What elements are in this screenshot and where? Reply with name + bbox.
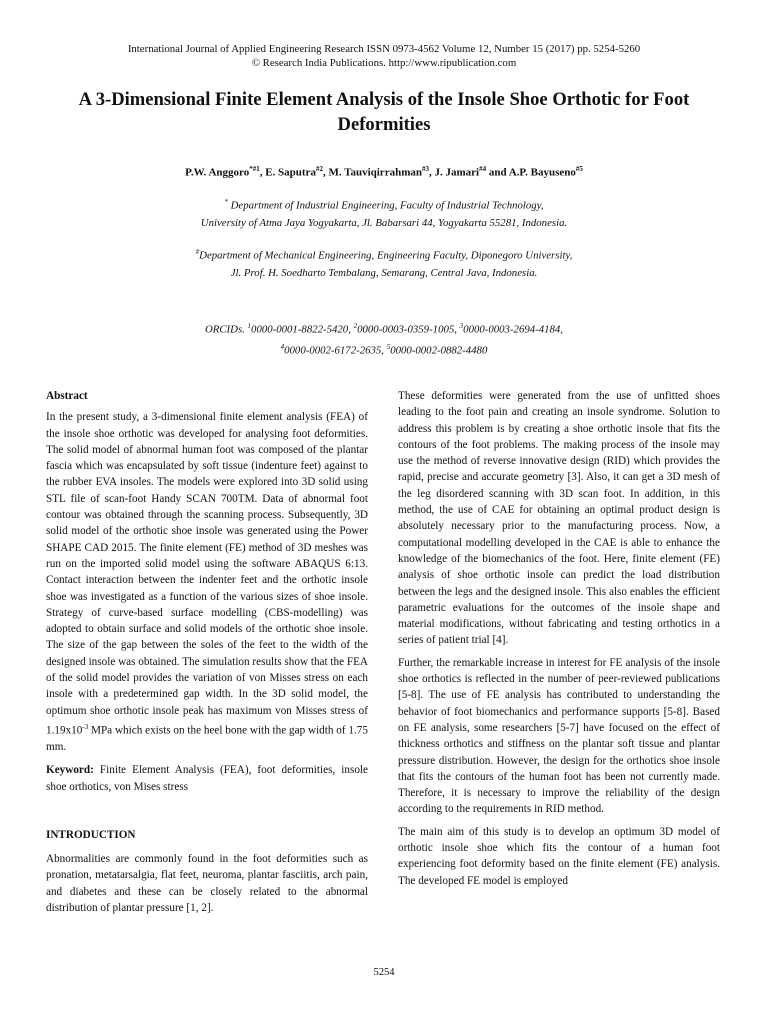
- journal-header-line2: © Research India Publications. http://www.ripublication.com: [251, 57, 517, 69]
- author-name: M. Tauviqirrahman: [328, 166, 422, 179]
- left-column: [46, 388, 368, 922]
- orcid-num: 2: [353, 322, 358, 330]
- orcid-num: 4: [280, 342, 285, 351]
- intro-paragraph-2: These deformities were generated from the use of unfitted shoes leading to the foot pain and creating an insole syndrome. Solution to address this problem is by creating a shoe orthotic insole that fits the contours of the foot problems. The making process of the insole may use the method of reverse innovative design (RID) which provides the rapid, precise and accurate geometry [3]. Also, it can get a 3D mesh of the leg disordered scanning with 3D scan foot. In addition, in this method, the use of CAE for obtaining an optimal product design is absolutely necessary prior to the manufacturing process. Now, a computational modelling developed in the CAE is able to enhance the knowledge of the biomechanics of the foot. Here, finite element (FE) analysis of shoe orthotic insole can predict the load distribution between the legs and the designed insole. This also enables the efficient parametric evaluations for the outcomes of the insole shape and material modifications, without fabricating and testing orthotics in a series of patient trial [4].: [398, 390, 720, 647]
- orcid-line1: [0, 318, 768, 339]
- affiliation-2-mark: #: [195, 248, 200, 256]
- orcid-block: [0, 318, 768, 359]
- orcid-id: 0000-0003-2694-4184,: [463, 323, 564, 336]
- affiliation-2: [0, 244, 768, 282]
- affiliation-1-mark: *: [224, 198, 228, 206]
- orcid-prefix: ORCIDs.: [204, 323, 248, 336]
- abstract-text: [46, 409, 368, 755]
- orcid-id: 0000-0002-0882-4480: [390, 344, 488, 357]
- page-number: 5254: [373, 967, 395, 978]
- intro-paragraph-4: The main aim of this study is to develop an optimum 3D model of orthotic insole shoe which fits the contour of a human foot experiencing foot deformity based on the finite element (FE) analysis. The developed FE model is employed: [398, 825, 720, 887]
- keywords: [46, 762, 368, 795]
- affiliation-1-line2: University of Atma Jaya Yogyakarta, Jl. Babarsari 44, Yogyakarta 55281, Indonesia.: [200, 216, 568, 229]
- abstract-text-part: In the present study, a 3-dimensional finite element analysis (FEA) of the insole shoe orthotic was developed for analysing foot deformities. The solid model of abnormal human foot was composed of the plantar fascia which was encapsulated by soft tissue (indenture feet) against to the rubber EVA insoles. The models were explored into 3D solid using STL file of scan-foot Handy SCAN 700TM. Data of abnormal foot contour was obtained through the scanning process. Subsequently, 3D solid model of the orthotic shoe insole was generated using the Power SHAPE CAD 2015. The finite element (FE) method of 3D meshes was run on the imported solid model using the software ABAQUS 6:13. Contact interaction between the indenter feet and the orthotic insole shoe was investigated as a function of the various sizes of shoe insole. Strategy of curve-based surface modelling (CBS-modelling) was adopted to obtain surface and solid models of the orthotic shoe insole. The size of the gap between the soles of the feet to the width of the designed insole was obtained. The simulation results show that the FEA of the solid model provides the variation of von Misses stress on each insole with a predetermined gap width. In the 3D solid model, the optimum shoe orthotic insole peak has maximum von Misses stress of 1.19x10: [46, 411, 369, 737]
- orcid-num: 5: [386, 342, 391, 351]
- author-mark: #2: [315, 165, 323, 173]
- orcid-id: 0000-0001-8822-5420,: [251, 323, 354, 336]
- keywords-label: Keyword:: [46, 764, 94, 777]
- author-name: J. Jamari: [434, 166, 480, 179]
- orcid-num: 3: [459, 322, 464, 330]
- orcid-id: 0000-0002-6172-2635,: [284, 344, 387, 357]
- orcid-line2: [0, 339, 768, 360]
- affiliation-1-line1: [0, 194, 768, 215]
- affiliation-1: [0, 194, 768, 232]
- abstract-exponent: -3: [82, 722, 89, 731]
- author-mark: #3: [421, 165, 429, 173]
- paper-title: A 3-Dimensional Finite Element Analysis of the Insole Shoe Orthotic for Foot Deformities: [78, 89, 690, 135]
- right-column: [398, 388, 720, 895]
- affiliation-2-line1: [0, 244, 768, 265]
- author-mark: *#1: [249, 165, 260, 173]
- author-mark: #5: [575, 165, 583, 173]
- affiliation-2-text: Department of Mechanical Engineering, Engineering Faculty, Diponegoro University,: [199, 249, 573, 262]
- author-list: [0, 165, 768, 179]
- intro-paragraph-3: Further, the remarkable increase in interest for FE analysis of the insole shoe orthotics is reflected in the number of peer-reviewed publications [5-8]. The use of FE analysis has contributed to understanding the behavior of foot biomechanics and performance supports [5-8]. Based on FE analysis, some researchers [5-7] have focused on the effect of thickness orthotics and stiffness on the plantar soft tissue and plantar pressure distribution. However, the design for the orthotics shoe insole that fits the contours of the human foot has been not currently made. Therefore, it is necessary to improve the reliability of the design according to the requirements in RID method.: [398, 656, 720, 816]
- intro-paragraph-1: Abnormalities are commonly found in the foot deformities such as pronation, metatarsalgia, flat feet, neuroma, plantar fasciitis, arch pain, and diabetes and these can be closely related to the abnormal distribution of plantar pressure [1, 2].: [46, 853, 368, 915]
- affiliation-2-line2: Jl. Prof. H. Soedharto Tembalang, Semarang, Central Java, Indonesia.: [230, 266, 538, 279]
- orcid-id: 0000-0003-0359-1005,: [357, 323, 460, 336]
- author-separator: and: [486, 166, 509, 179]
- affiliation-1-text: Department of Industrial Engineering, Faculty of Industrial Technology,: [227, 199, 544, 212]
- keywords-text: Finite Element Analysis (FEA), foot deformities, insole shoe orthotics, von Mises stress: [46, 764, 368, 793]
- author-separator: ,: [259, 166, 266, 179]
- author-name: P.W. Anggoro: [185, 166, 250, 179]
- author-name: A.P. Bayuseno: [508, 166, 576, 179]
- introduction-heading: INTRODUCTION: [46, 828, 136, 841]
- author-name: E. Saputra: [265, 166, 316, 179]
- author-separator: ,: [322, 166, 329, 179]
- author-separator: ,: [428, 166, 435, 179]
- abstract-heading: Abstract: [46, 390, 88, 402]
- orcid-num: 1: [247, 322, 252, 330]
- journal-header-line1: International Journal of Applied Engineering Research ISSN 0973-4562 Volume 12, Number 15 (2017) pp. 5254-5260: [127, 43, 641, 55]
- author-mark: #4: [479, 165, 487, 173]
- abstract-text-part: MPa which exists on the heel bone with the gap width of 1.75 mm.: [46, 724, 368, 753]
